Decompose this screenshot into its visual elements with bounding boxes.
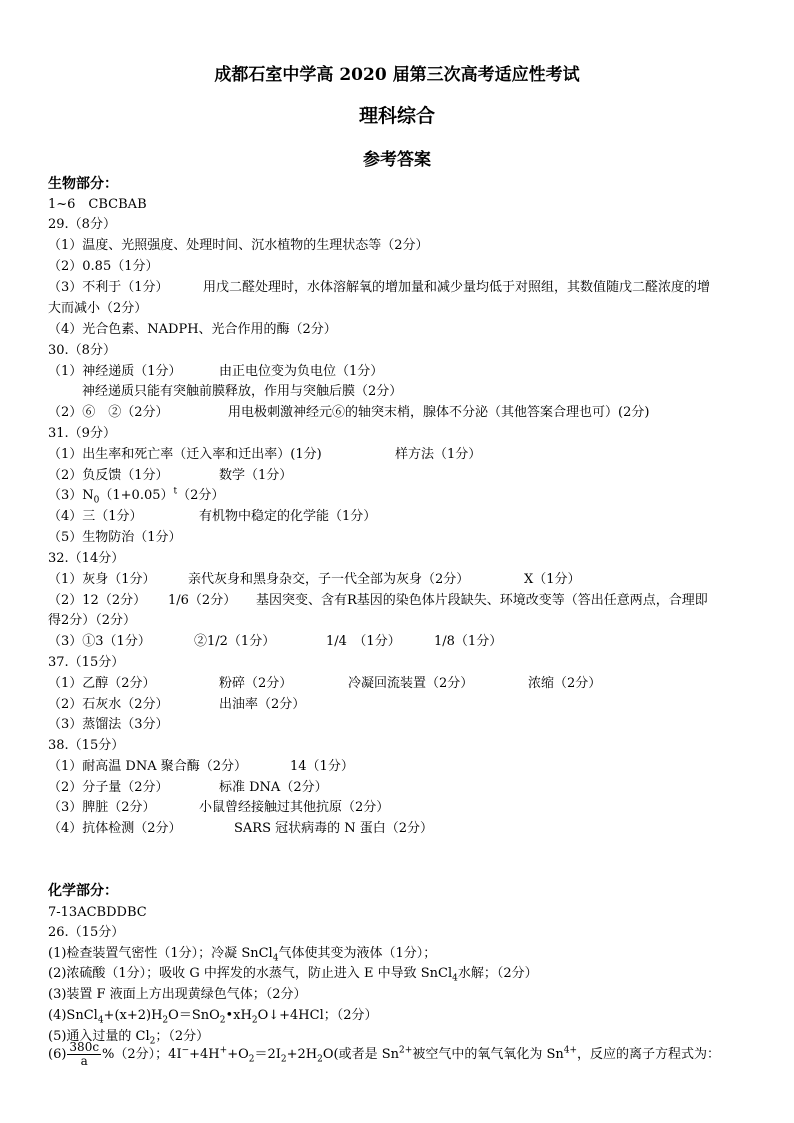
- q26-answer-6-pre: (6): [48, 1047, 67, 1062]
- q26-answer-6-p1: %（2分）；4I: [102, 1047, 182, 1062]
- q26-answer-6-p4: ＝2I: [254, 1047, 281, 1062]
- q32-answer-3d: 1/8（1分）: [434, 634, 503, 649]
- answer-key-title: 参考答案: [363, 150, 431, 170]
- q32-answer-2b: 1/6（2分）: [168, 593, 237, 608]
- q26-answer-6-sup1: −: [181, 1045, 190, 1056]
- fraction-numerator: 380c: [69, 1040, 100, 1054]
- q26-answer-5-pre: (5)通入过量的 Cl: [48, 1029, 150, 1044]
- q31-heading: 31.（9分）: [48, 426, 116, 441]
- q37-answer-1c: 冷凝回流装置（2分）: [348, 676, 474, 691]
- q30-answer-1c: 神经递质只能有突触前膜释放，作用与突触后膜（2分）: [82, 384, 403, 399]
- q30-answer-1a: （1）神经递质（1分）: [48, 364, 182, 379]
- q26-answer-6-p7: 被空气中的氧气氧化为 Sn: [412, 1047, 564, 1062]
- exam-title: 成都石室中学高 2020 届第三次高考适应性考试: [214, 65, 580, 85]
- q32-answer-3a: （3）①3（1分）: [48, 634, 151, 649]
- q26-answer-6-p2: +4H: [189, 1047, 220, 1062]
- q26-answer-4-s1: 4: [97, 1015, 104, 1026]
- q26-answer-2-sub: 4: [452, 973, 458, 984]
- q32-answer-1b: 亲代灰身和黑身杂交，子一代全部为灰身（2分）: [188, 572, 470, 587]
- q26-answer-6: [48, 1040, 720, 1070]
- q32-answer-1a: （1）灰身（1分）: [48, 572, 156, 587]
- q29-answer-2: （2）0.85（1分）: [48, 259, 159, 274]
- fraction-denominator: a: [80, 1054, 88, 1068]
- chemistry-heading: 化学部分：: [48, 883, 118, 899]
- q29-answer-4: （4）光合色素、NADPH、光合作用的酶（2分）: [48, 322, 337, 337]
- q32-answer-3b: ②1/2（1分）: [194, 634, 276, 649]
- q31-answer-3-pre: （3）N: [48, 488, 94, 503]
- q26-answer-2: [48, 966, 538, 982]
- q26-answer-1-pre: (1)检查装置气密性（1分）；冷凝 SnCl: [48, 946, 273, 961]
- q37-heading: 37.（15分）: [48, 655, 125, 670]
- q26-answer-2-post: 水解；（2分）: [457, 966, 538, 981]
- q26-answer-6-p3: +O: [227, 1047, 249, 1062]
- q38-answer-1a: （1）耐高温 DNA 聚合酶（2分）: [48, 759, 247, 774]
- q30-answer-2b: 用电极刺激神经元⑥的轴突末梢，腺体不分泌（其他答案合理也可）(2分): [228, 405, 650, 420]
- q26-answer-4-s4: 2: [251, 1015, 258, 1026]
- q29-answer-3b: 用戊二醛处理时，水体溶解氧的增加量和减少量均低于对照组，其数值随戊二醛浓度的增: [203, 280, 711, 295]
- biology-multiple-choice: 1~6 CBCBAB: [48, 197, 147, 212]
- q38-answer-4a: （4）抗体检测（2分）: [48, 821, 182, 836]
- q37-answer-2b: 出油率（2分）: [219, 697, 306, 712]
- q32-answer-2a: （2）12（2分）: [48, 593, 147, 608]
- q38-answer-2a: （2）分子量（2分）: [48, 780, 169, 795]
- q26-answer-6-s4: 2: [280, 1054, 287, 1065]
- q30-heading: 30.（8分）: [48, 343, 116, 358]
- q31-answer-3: [48, 488, 224, 504]
- q31-answer-4a: （4）三（1分）: [48, 509, 143, 524]
- q29-heading: 29.（8分）: [48, 217, 116, 232]
- q26-answer-4-p5: O↓+4HCl；（2分）: [257, 1008, 378, 1023]
- q38-answer-3a: （3）脾脏（2分）: [48, 800, 156, 815]
- q26-answer-4-p2: +(x+2)H: [103, 1008, 163, 1023]
- q26-answer-5-sub: 2: [149, 1036, 156, 1047]
- q32-answer-1c: X（1分）: [524, 572, 581, 587]
- q30-answer-1b: 由正电位变为负电位（1分）: [219, 364, 384, 379]
- chemistry-multiple-choice: 7-13ACBDDBC: [48, 905, 147, 920]
- q32-answer-2d: 得2分）（2分）: [48, 613, 137, 628]
- q38-answer-3b: 小鼠曾经接触过其他抗原（2分）: [199, 800, 390, 815]
- q37-answer-1b: 粉碎（2分）: [219, 676, 293, 691]
- q26-answer-1-post: 气体使其变为液体（1分）；: [278, 946, 437, 961]
- q37-answer-2a: （2）石灰水（2分）: [48, 697, 169, 712]
- q26-answer-4-p4: •xH: [225, 1008, 252, 1023]
- q29-answer-1: （1）温度、光照强度、处理时间、沉水植物的生理状态等（2分）: [48, 238, 429, 253]
- q26-answer-4-p3: O＝SnO: [168, 1008, 220, 1023]
- q26-answer-6-sup4: 4+: [563, 1045, 578, 1056]
- q32-answer-2c: 基因突变、含有R基因的染色体片段缺失、环境改变等（答出任意两点，合理即: [256, 593, 708, 608]
- q26-answer-6-p5: +2H: [286, 1047, 318, 1062]
- q26-answer-6-p8: ，反应的离子方程式为：: [577, 1047, 721, 1062]
- q38-heading: 38.（15分）: [48, 738, 125, 753]
- yield-fraction: [67, 1041, 101, 1068]
- q31-answer-3-post: （2分）: [177, 488, 225, 503]
- q31-answer-3-sub: 0: [93, 495, 100, 506]
- q26-answer-6-sup2: +: [219, 1045, 228, 1056]
- q38-answer-4b: SARS 冠状病毒的 N 蛋白（2分）: [234, 821, 434, 836]
- q26-answer-6-p6: O(或者是 Sn: [322, 1047, 400, 1062]
- q31-answer-2a: （2）负反馈（1分）: [48, 468, 169, 483]
- q26-answer-2-pre: (2)浓硫酸（1分）；吸收 G 中挥发的水蒸气，防止进入 E 中导致 SnCl: [48, 966, 453, 981]
- q31-answer-5: （5）生物防治（1分）: [48, 530, 182, 545]
- q26-answer-1-sub: 4: [272, 953, 279, 964]
- q31-answer-1a: （1）出生率和死亡率（迁入率和迁出率）(1分): [48, 447, 322, 462]
- q26-answer-5-post: ；（2分）: [155, 1029, 210, 1044]
- q37-answer-1d: 浓缩（2分）: [528, 676, 602, 691]
- q31-answer-2b: 数学（1分）: [219, 468, 293, 483]
- q31-answer-3-sup: t: [173, 486, 178, 497]
- q26-answer-1: [48, 946, 436, 962]
- biology-heading: 生物部分：: [48, 176, 118, 192]
- q26-answer-4-s2: 2: [162, 1015, 169, 1026]
- q38-answer-1b: 14（1分）: [290, 759, 354, 774]
- q31-answer-1b: 样方法（1分）: [395, 447, 482, 462]
- q26-answer-6-s3: 2: [248, 1054, 255, 1065]
- q37-answer-3: （3）蒸馏法（3分）: [48, 717, 169, 732]
- q26-answer-4-p1: (4)SnCl: [48, 1008, 98, 1023]
- q32-answer-3c: 1/4 （1分）: [326, 634, 401, 649]
- q26-answer-6-sup3: 2+: [399, 1045, 413, 1056]
- q31-answer-4b: 有机物中稳定的化学能（1分）: [199, 509, 377, 524]
- q26-answer-4-s3: 2: [219, 1015, 226, 1026]
- q32-heading: 32.（14分）: [48, 551, 125, 566]
- q26-heading: 26.（15分）: [48, 925, 125, 940]
- q26-answer-4: [48, 1008, 378, 1024]
- q38-answer-2b: 标准 DNA（2分）: [219, 780, 328, 795]
- q30-answer-2a: （2）⑥ ②（2分）: [48, 405, 169, 420]
- q29-answer-3c: 大而减小（2分）: [48, 301, 148, 316]
- q26-answer-3: (3)装置 F 液面上方出现黄绿色气体；（2分）: [48, 987, 307, 1002]
- q37-answer-1a: （1）乙醇（2分）: [48, 676, 156, 691]
- subject-title: 理科综合: [358, 105, 435, 127]
- q29-answer-3a: （3）不利于（1分）: [48, 280, 169, 295]
- q26-answer-6-s5: 2: [317, 1054, 323, 1065]
- q31-answer-3-mid: （1+0.05）: [99, 488, 174, 503]
